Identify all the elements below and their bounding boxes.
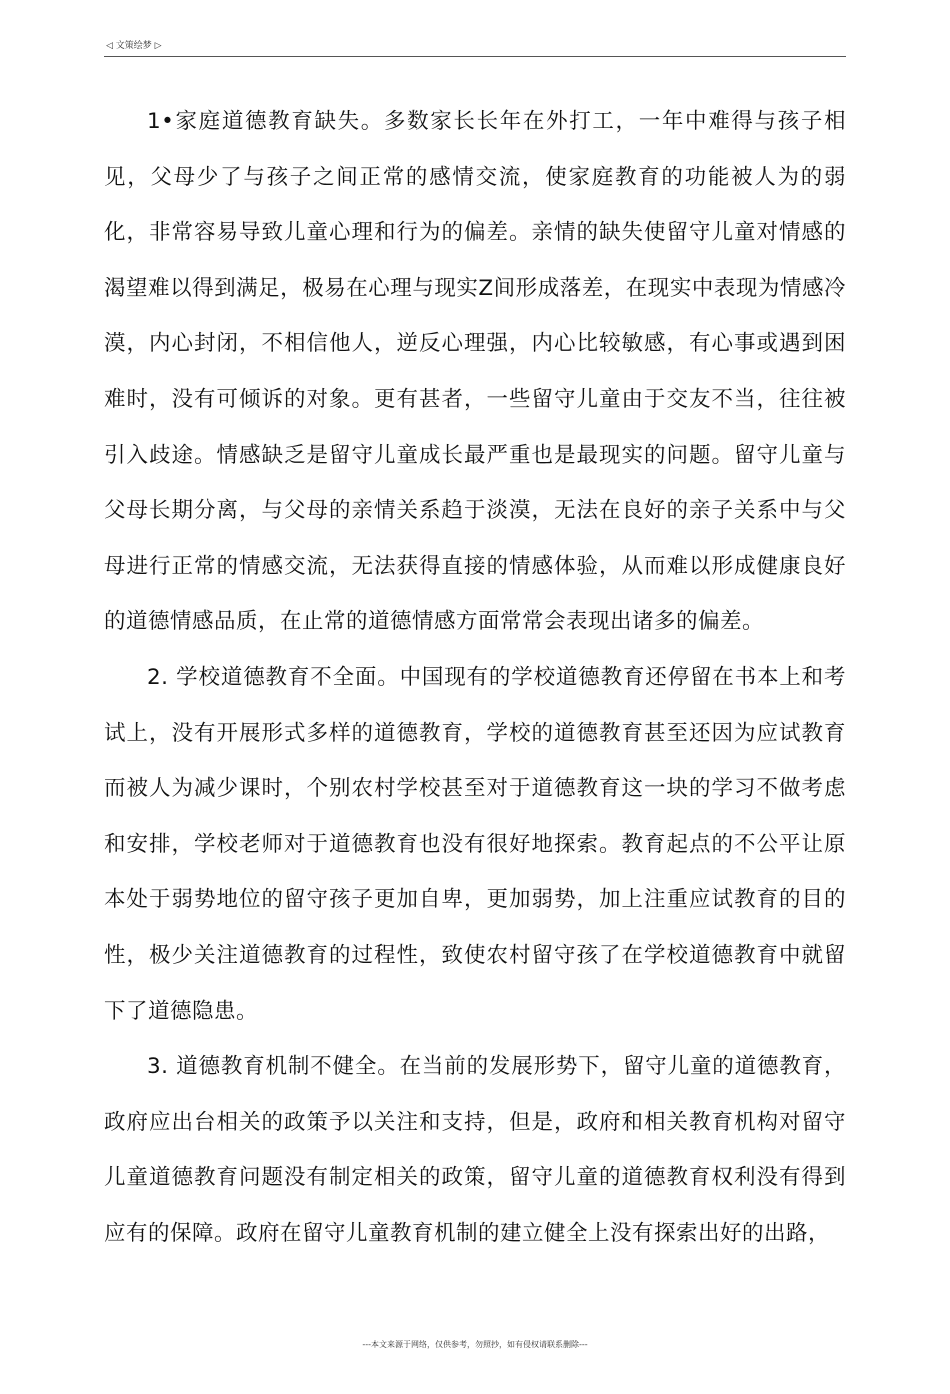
page-header (104, 38, 846, 57)
paragraph-family-education: 1•家庭道德教育缺失。多数家长长年在外打工，一年中难得与孩子相见，父母少了与孩子之间正常的感情交流，使家庭教育的功能被人为的弱化，非常容易导致儿童心理和行为的偏差。亲情的缺失使留守儿童对情感的渴望难以得到满足，极易在心理与现实Z间形成落差，在现实中表现为情感冷漠，内心封闭，不相信他人，逆反心理强，内心比较敏感，有心事或遇到困难时，没有可倾诉的对象。更有甚者，一些留守儿童由于交友不当，往往被引入歧途。情感缺乏是留守儿童成长最严重也是最现实的问题。留守儿童与父母长期分离，与父母的亲情关系趋于淡漠，无法在良好的亲子关系中与父母进行正常的情感交流，无法获得直接的情感体验，从而难以形成健康良好的道德情感品质，在止常的道德情感方面常常会表现出诸多的偏差。 (104, 109, 846, 635)
header-text: ◁ 文策绘梦 ▷ (106, 41, 162, 51)
paragraph-school-education: 2. 学校道德教育不全面。中国现有的学校道德教育还停留在书本上和考试上，没有开展形式多样的道德教育，学校的道德教育甚至还因为应试教育而被人为减少课时，个别农村学校甚至对于道德教育这一块的学习不做考虑和安排，学校老师对于道德教育也没有很好地探索。教育起点的不公平让原本处于弱势地位的留守孩子更加自卑，更加弱势，加上注重应试教育的目的性，极少关注道德教育的过程性，致使农村留守孩了在学校道德教育中就留下了道德隐患。 (104, 664, 846, 1024)
paragraph-education-mechanism: 3. 道德教育机制不健全。在当前的发展形势下，留守儿童的道德教育，政府应出台相关的政策予以关注和支持，但是，政府和相关教育机构对留守儿童道德教育问题没有制定相关的政策，留守儿童的道德教育权利没有得到应有的保障。政府在留守儿童教育机制的建立健全上没有探索出好的出路， (104, 1054, 846, 1246)
page-footer: ---本文来源于网络，仅供参考，勿照抄，如有侵权请联系删除--- (362, 1340, 588, 1349)
document-body (104, 94, 846, 1261)
